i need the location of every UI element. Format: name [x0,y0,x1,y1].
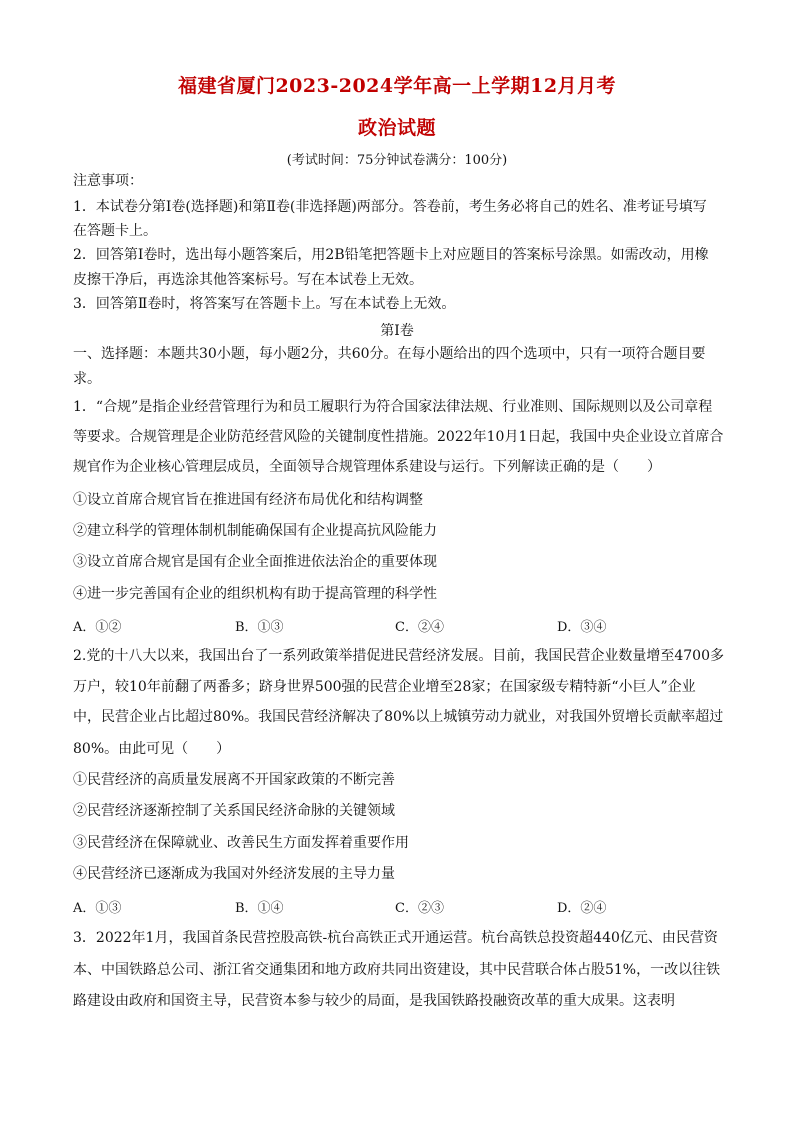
q1-stem-line-2: 等要求。合规管理是企业防范经营风险的关键制度性措施。2022年10月1日起，我国中央企业设立首席合 [73,429,724,445]
q1-stem-line-3: 规官作为企业核心管理层成员，全面领导合规管理体系建设与运行。下列解读正确的是（ ） [73,459,661,475]
q3-stem-line-3: 路建设由政府和国资主导，民营资本参与较少的局面，是我国铁路投融资改革的重大成果。这表明 [73,993,675,1009]
q2-statement-3: ③民营经济在保障就业、改善民生方面发挥着重要作用 [73,835,409,851]
q3-stem-line-1: 3．2022年1月，我国首条民营控股高铁-杭台高铁正式开通运营。杭台高铁总投资超440亿元、由民营资 [73,930,718,946]
q2-option-c: C．②③ [395,901,444,916]
note-3: 3．回答第Ⅱ卷时，将答案写在答题卡上。写在本试卷上无效。 [73,296,456,312]
note-1-line-1: 1．本试卷分第Ⅰ卷(选择题)和第Ⅱ卷(非选择题)两部分。答卷前，考生务必将自己的姓名、准考证号填写 [73,199,707,215]
q2-options [73,897,729,917]
q2-stem-line-2: 万户，较10年前翻了两番多；跻身世界500强的民营企业增至28家；在国家级专精特新“小巨人”企业 [73,679,696,695]
q1-statement-3: ③设立首席合规官是国有企业全面推进依法治企的重要体现 [73,554,437,570]
volume-heading: 第Ⅰ卷 [380,323,414,339]
q1-option-a: A．①② [73,620,122,635]
q1-option-c: C．②④ [395,620,444,635]
q2-option-b: B．①④ [235,901,284,916]
q2-stem-line-4: 80%。由此可见（ ） [73,741,231,757]
section-instruction-line-2: 求。 [73,371,101,387]
q2-stem-line-3: 中，民营企业占比超过80%。我国民营经济解决了80%以上城镇劳动力就业，对我国外贸增长贡献率超过 [73,709,724,725]
q2-statement-1: ①民营经济的高质量发展离不开国家政策的不断完善 [73,772,395,788]
notes-heading: 注意事项： [73,173,143,189]
q3-stem-line-2: 本、中国铁路总公司、浙江省交通集团和地方政府共同出资建设，其中民营联合体占股51%，一改以往铁 [73,962,721,978]
q2-statement-2: ②民营经济逐渐控制了关系国民经济命脉的关键领域 [73,803,395,819]
q1-statement-1: ①设立首席合规官旨在推进国有经济布局优化和结构调整 [73,492,423,508]
exam-title: 福建省厦门2023-2024学年高一上学期12月月考 [177,75,617,97]
exam-subtitle: 政治试题 [357,117,436,139]
note-1-line-2: 在答题卡上。 [73,223,157,239]
q1-statement-2: ②建立科学的管理体制机制能确保国有企业提高抗风险能力 [73,523,437,539]
q1-option-d: D．③④ [557,620,607,635]
note-2-line-2: 皮擦干净后，再选涂其他答案标号。写在本试卷上无效。 [73,272,423,288]
q2-option-a: A．①③ [73,901,122,916]
exam-info: (考试时间：75分钟试卷满分：100分) [286,153,508,168]
note-2-line-1: 2．回答第Ⅰ卷时，选出每小题答案后，用2B铅笔把答题卡上对应题目的答案标号涂黑。如需改动，用橡 [73,247,709,263]
q2-stem-line-1: 2.党的十八大以来，我国出台了一系列政策举措促进民营经济发展。目前，我国民营企业数量增至4700多 [73,648,724,664]
q1-options [73,616,729,636]
q2-option-d: D．②④ [557,901,607,916]
q2-statement-4: ④民营经济已逐渐成为我国对外经济发展的主导力量 [73,866,395,882]
section-instruction-line-1: 一、选择题：本题共30小题，每小题2分，共60分。在每小题给出的四个选项中，只有一项符合题目要 [73,346,706,362]
q1-statement-4: ④进一步完善国有企业的组织机构有助于提高管理的科学性 [73,586,437,602]
q1-option-b: B．①③ [235,620,284,635]
q1-stem-line-1: 1．“合规”是指企业经营管理行为和员工履职行为符合国家法律法规、行业准则、国际规则以及公司章程 [73,399,713,415]
